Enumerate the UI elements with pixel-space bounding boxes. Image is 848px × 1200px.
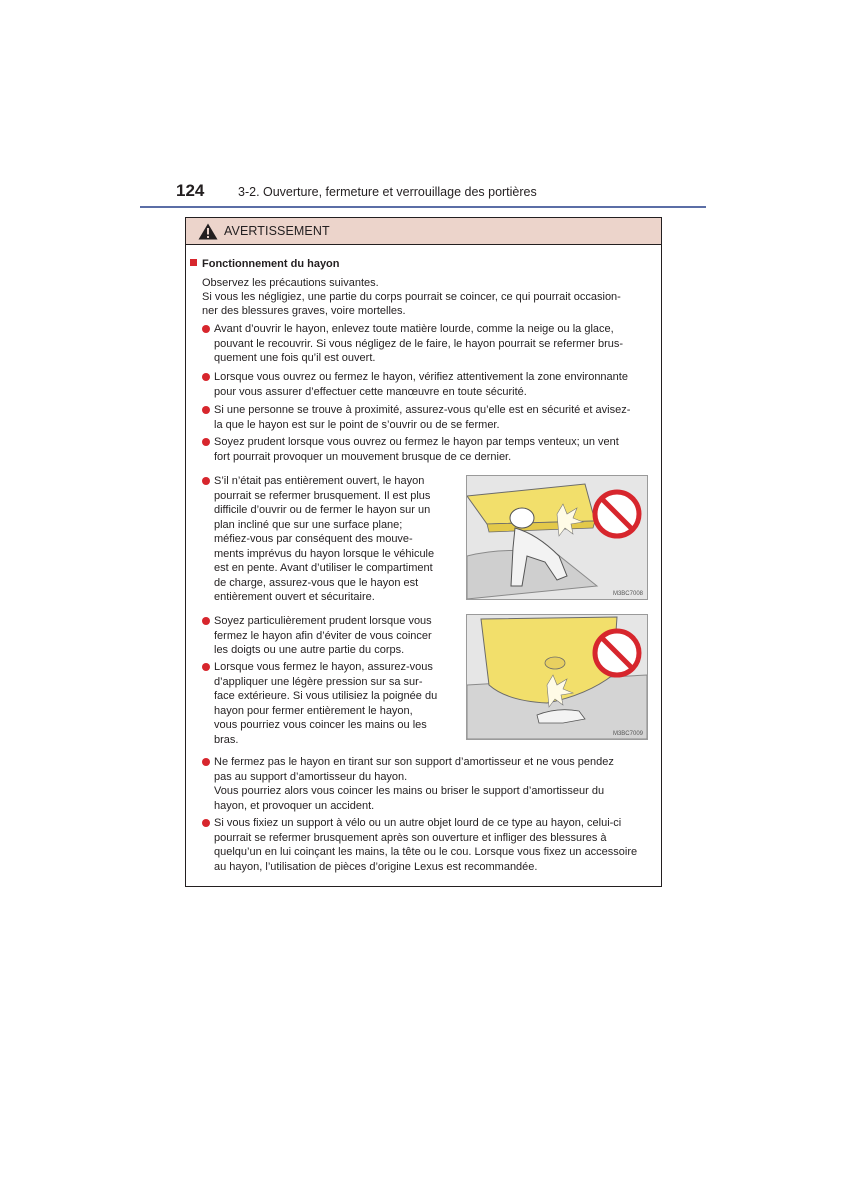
bullet-line: bras. <box>214 733 239 746</box>
bullet-line: Soyez prudent lorsque vous ouvrez ou fermez le hayon par temps venteux; un vent <box>214 436 619 448</box>
bullet-line: hayon, et provoquer un accident. <box>214 799 375 812</box>
bullet-dot-icon <box>202 617 210 625</box>
bullet-line: pas au support d’amortisseur du hayon. <box>214 770 408 783</box>
bullet-line: vous pourriez vous coincer les mains ou les <box>214 719 427 731</box>
figure-illustration <box>467 476 647 599</box>
bullet-line: difficile d’ouvrir ou de fermer le hayon sur un <box>214 504 431 516</box>
bullet-line: de charge, assurez-vous que le hayon est <box>214 576 419 589</box>
intro-paragraph <box>202 276 621 318</box>
bullet-dot-icon <box>202 758 210 766</box>
bullet-line: Avant d’ouvrir le hayon, enlevez toute matière lourde, comme la neige ou la glace, <box>214 323 614 335</box>
subheading-text: Fonctionnement du hayon <box>202 258 340 270</box>
bullet-line: est en pente. Avant d’utiliser le compartiment <box>214 562 433 574</box>
bullet-dot-icon <box>202 325 210 333</box>
bullet-line: Lorsque vous fermez le hayon, assurez-vous <box>214 661 433 673</box>
bullet-line: Si vous fixiez un support à vélo ou un autre objet lourd de ce type au hayon, celui-ci <box>214 817 622 829</box>
bullet-line: d’appliquer une légère pression sur sa sur- <box>214 675 423 688</box>
bullet-line: Si une personne se trouve à proximité, assurez-vous qu’elle est en sécurité et avisez- <box>214 404 631 416</box>
bullet-line: Ne fermez pas le hayon en tirant sur son support d’amortisseur et ne vous pendez <box>214 756 614 768</box>
bullet-line: plan incliné que sur une surface plane; <box>214 518 403 531</box>
square-bullet-icon <box>190 259 197 266</box>
bullet-line: quelqu’un en lui coinçant les mains, la tête ou le cou. Lorsque vous fixez un accessoire <box>214 846 638 858</box>
bullet-line: quement une fois qu’il est ouvert. <box>214 352 376 364</box>
bullet-line: ments imprévus du hayon lorsque le véhicule <box>214 547 435 560</box>
subheading <box>190 258 340 270</box>
bullet-line: au hayon, l’utilisation de pièces d’origine Lexus est recommandée. <box>214 860 538 873</box>
warning-header <box>186 218 661 245</box>
bullet-dot-icon <box>202 406 210 414</box>
bullet-line: S’il n’était pas entièrement ouvert, le hayon <box>214 475 425 487</box>
intro-line: ner des blessures graves, voire mortelles. <box>202 305 406 317</box>
page-header <box>176 181 696 207</box>
bullet-line: fort pourrait provoquer un mouvement brusque de ce dernier. <box>214 450 512 463</box>
figure-illustration <box>467 615 647 739</box>
bullet-line: la que le hayon est sur le point de s’ouvrir ou de se fermer. <box>214 418 500 431</box>
bullet-dot-icon <box>202 373 210 381</box>
bullet-line: les doigts ou une autre partie du corps. <box>214 644 405 656</box>
bullet-line: Vous pourriez alors vous coincer les mains ou briser le support d’amortisseur du <box>214 785 605 797</box>
bullet-line: Soyez particulièrement prudent lorsque vous <box>214 615 432 627</box>
bullet-line: Lorsque vous ouvrez ou fermez le hayon, vérifiez attentivement la zone environnante <box>214 371 628 383</box>
bullet-line: pourrait se refermer brusquement après son ouverture et infliger des blessures à <box>214 831 607 844</box>
bullet-line: pourrait se refermer brusquement. Il est plus <box>214 489 431 502</box>
bullet-dot-icon <box>202 663 210 671</box>
section-title: 3-2. Ouverture, fermeture et verrouillage des portières <box>238 185 537 199</box>
figure-code: M3BC7008 <box>612 591 643 597</box>
page-number: 124 <box>176 181 205 200</box>
intro-line: Si vous les négligiez, une partie du corps pourrait se coincer, ce qui pourrait occasion- <box>202 291 621 303</box>
warning-triangle-icon <box>198 223 218 240</box>
bullet-dot-icon <box>202 819 210 827</box>
bullet-dot-icon <box>202 477 210 485</box>
figure-code: M3BC7009 <box>612 731 643 737</box>
bullet-line: hayon pour fermer entièrement le hayon, <box>214 704 413 717</box>
warning-title: AVERTISSEMENT <box>224 224 330 238</box>
intro-line: Observez les précautions suivantes. <box>202 277 379 289</box>
figure-tailgate-closing <box>466 614 648 740</box>
bullet-line: face extérieure. Si vous utilisiez la poignée du <box>214 690 438 702</box>
bullet-line: pouvant le recouvrir. Si vous négligez de le faire, le hayon pourrait se refermer brus- <box>214 337 624 350</box>
bullet-line: fermez le hayon afin d’éviter de vous coincer <box>214 629 432 642</box>
bullet-dot-icon <box>202 438 210 446</box>
figure-tailgate-open <box>466 475 648 600</box>
header-rule <box>140 206 706 208</box>
warning-box <box>185 217 662 887</box>
bullet-line: entièrement ouvert et sécuritaire. <box>214 591 375 603</box>
bullet-line: méfiez-vous par conséquent des mouve- <box>214 533 413 545</box>
bullet-line: pour vous assurer d’effectuer cette manœuvre en toute sécurité. <box>214 385 527 398</box>
